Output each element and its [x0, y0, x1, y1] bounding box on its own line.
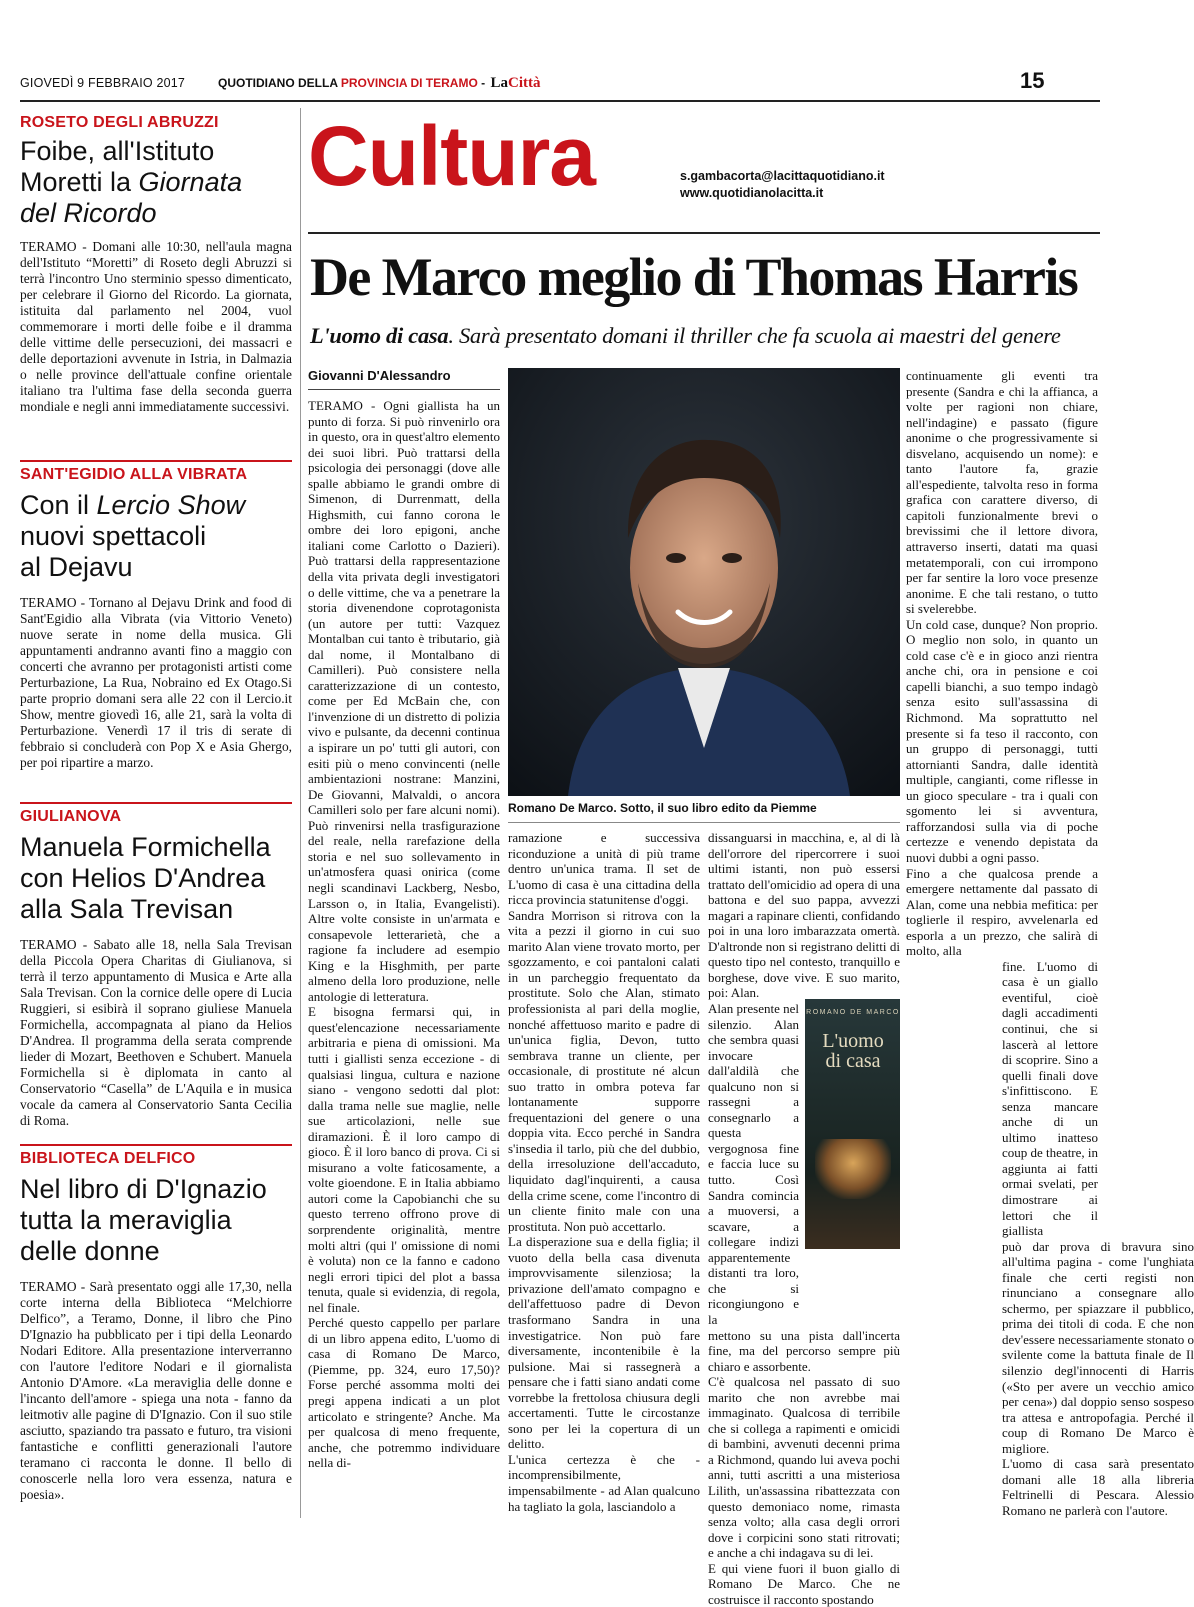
sidebar-column-rule	[300, 108, 301, 1518]
sidebar-headline: Manuela Formichella con Helios D'Andrea alla Sala Trevisan	[20, 832, 292, 925]
photo-caption: Romano De Marco. Sotto, il suo libro edito da Piemme	[508, 801, 900, 815]
article-column-1	[308, 368, 500, 1471]
sidebar-kicker: ROSETO DEGLI ABRUZZI	[20, 114, 292, 132]
sidebar-divider	[20, 802, 292, 804]
sidebar-kicker: BIBLIOTECA DELFICO	[20, 1150, 292, 1168]
section-contacts	[680, 168, 885, 202]
sidebar-text: TERAMO - Domani alle 10:30, nell'aula magna dell'Istituto “Moretti” di Roseto degli Abruzzi si terrà l'incontro Uno sterminio spesso dimenticato, per celebrare il Giorno del Ricordo. La giornata, istituita dal parlamento nel 2004, vuol commemorare i morti delle foibe e il dramma delle vittime delle persecuzioni, dei massacri e delle deportazioni avvenute in Istria, in Dalmazia o nelle province dell'attuale confine orientale italiano tra l'ultima fase della seconda guerra mondiale e negli anni immediatamente successivi.	[20, 239, 292, 415]
newspaper-province: PROVINCIA DI TERAMO	[341, 76, 478, 90]
sidebar-text: TERAMO - Sarà presentato oggi alle 17,30, nella corte interna della Biblioteca “Melchiorre Delfico”, a Teramo, Donne, il libro che Pino D'Ignazio ha pubblicato per i tipi della Leonardo Nodari Editore. Alla presentazione interverranno con l'autore l'editore Nodari e il giornalista Antonio D'Amore. «La meraviglia delle donne e l'incanto dell'amore - spiega una nota - fanno da leitmotiv alle pagine di D'Ignazio. Con il suo stile asciutto, spaziando tra passato e futuro, tra visioni fantastiche e conflitti generazionali l'autore teramano ci racconta le donne. Il bello di conoscerle nella loro vera essenza, natura e poesia».	[20, 1279, 292, 1503]
section-email[interactable]: s.gambacorta@lacittaquotidiano.it	[680, 168, 885, 185]
sidebar-article-1	[20, 108, 292, 415]
article-column-2: ramazione e successiva riconduzione a unità di più trame dentro un'unica trama. Il set de L'uomo di casa è una cittadina della ricca provincia statunitense d'oggi. Sandra Morrison si ritrova con la vita a pezzi il giorno in cui suo marito Alan viene trovato morto, per sgozzamento, e coi pantaloni calati in un parcheggio frequentato da prostitute. Solo che Alan, stimato professionista al pari della moglie, nonché affettuoso marito e padre di un'unica figlia, Devon, tutto sembrava tranne un cliente, per occasionale, di prostitute né alcun suo tratto in ombra poteva far lontanamente supporre frequentazioni del genere o una doppia vita. Ecco perché in Sandra s'insedia il tarlo, più che del dubbio, della irresoluzione dell'accaduto, liquidato dagl'inquirenti, a causa della crime scene, come l'incontro di un cliente finito male con una prostituta. Non può accettarlo. La disperazione sua e della figlia; il vuoto della bella casa divenuta improvvisamente silenziosa; la privazione dell'amato compagno e dell'affettuoso padre di Devon trasformano Sandra in una investigatrice. Non può fare diversamente, incontenibile è la pulsione. Mai si rassegnerà a pensare che i fatti siano andati come vorrebbe la frettolosa chiusura degli accertamenti. Tutte le circostanze sono per lei la copertura di un delitto. L'unica certezza è che - incomprensibilmente, impensabilmente - ad Alan qualcuno ha tagliato la gola, lasciandolo a	[508, 830, 700, 1514]
article-body-col3c: mettono su una pista dall'incerta fine, ma del percorso sempre più chiaro e assorbente. C'è qualcosa nel passato di suo marito che non avrebbe mai immaginato. Qualcosa di terribile che si collega a rapimenti e omicidi di bambini, avvenuti decenni prima a Richmond, quando lui aveva pochi anni, tutti ascritti a una misteriosa Lilith, un'assassina ribattezzata con questo demoniaco nome, rimasta senza volto; alla casa degli orrori dove i corpicini sono stati ritrovati; e anche a chi indagava su di lei. E qui viene fuori il buon giallo di Romano De Marco. Che ne costruisce il racconto spostando	[708, 1328, 900, 1607]
article-column-4	[906, 368, 1098, 1518]
author-photo	[508, 368, 900, 796]
author-portrait-image	[508, 368, 900, 796]
article-body-col3b: Alan presente nel silenzio. Alan che sembra quasi invocare dall'aldilà che qualcuno non si rassegni a consegnarlo a questa vergognosa fine e faccia luce su tutto. Così Sandra comincia a muoversi, a scavare, a collegare indizi apparentemente distanti tra loro, che si ricongiungono e la	[708, 1001, 799, 1327]
subhead-text: . Sarà presentato domani il thriller che fa scuola ai maestri del genere	[448, 323, 1060, 348]
caption-rule	[508, 822, 900, 823]
article-body-col3a: dissanguarsi in macchina, e, al di là dell'orrore del ripercorrere i suoi ultimi istanti, non può essersi trattato dell'omicidio ad opera di una battona e del suo pappa, avvezzi magari a rapinare clienti, confidando poi in una loro imbarazzata omertà. D'altronde non si registrano delitti di questo tipo nel contesto, tranquillo e borghese, dove vive. E suo marito, poi: Alan.	[708, 830, 900, 1001]
article-column-3	[708, 830, 900, 1607]
page-date: GIOVEDÌ 9 FEBBRAIO 2017	[20, 76, 185, 90]
sidebar-article-2	[20, 464, 292, 771]
sidebar-article-3	[20, 806, 292, 1129]
sidebar-kicker: SANT'EGIDIO ALLA VIBRATA	[20, 466, 292, 484]
sidebar-headline: Con il Lercio Show nuovi spettacoli al Dejavu	[20, 490, 292, 583]
article-headline: De Marco meglio di Thomas Harris	[310, 246, 1100, 308]
sidebar-text: TERAMO - Tornano al Dejavu Drink and food di Sant'Egidio alla Vibrata (via Vittorio Veneto) nuove serate in nome della musica. Gli appuntamenti andranno avanti fino a maggio con concerti che avranno per protagonisti artisti come Perturbazione, La Rua, Nobraino ed Ex Otago.Si parte proprio domani sera alle 22 con il Lercio.it Show, mentre giovedì 16, alle 21, sarà la volta di Perturbazione. Venerdì 17 il tris di serate di febbraio si concluderà con Pop X e Asia Ghergo, per poi ripartire a marzo.	[20, 595, 292, 771]
sidebar-kicker: GIULIANOVA	[20, 808, 292, 826]
newspaper-separator: -	[478, 76, 489, 90]
sidebar	[20, 108, 292, 1518]
sidebar-divider	[20, 1144, 292, 1146]
article-body-col1: TERAMO - Ogni giallista ha un punto di forza. Si può rinvenirlo ora in questo, ora in quest'altro elemento dei suoi libri. Può trattarsi della psicologia dei personaggi (dove alle spalle abbiamo le grandi ombre di Simenon, di Durrenmatt, della Highsmith, cui fanno corona le ombre dei loro epigoni, anche italiani come Carlotto o Dazieri). Può trattarsi della rappresentazione della vita privata degli investigatori o delle vittime, che va a penetrare la storia divenendone coprotagonista (un autore per tutti: Vazquez Montalban cui tanto è tributario, già dal nome, il Montalbano di Camilleri). Può consistere nella caratterizzazione di un contesto, come per Ed McBain che, con l'invenzione di un distretto di polizia vivo e pulsante, da decenni continua a ispirare un po' tutti gli autori, con esiti più o meno convincenti (nelle ambientazioni nostrane: Manzini, De Giovanni, Malvaldi, o ancora Camilleri solo per fare alcuni nomi). Può rinvenirsi nella trasfigurazione del reale, nella rarefazione della storia e nel suo sollevamento in un'atmosfera quasi onirica (come negli scandinavi Lackberg, Nesbo, Larsson o, in Italia, Evangelisti). Altre volte consiste in un'armata e consapevole letterarietà, che a ragione fa includere ad esempio King e la Hisghmith, per parte almeno della loro produzione, nelle antologie di letteratura. E bisogna fermarsi qui, in quest'elencazione necessariamente arbitraria e piena di omissioni. Ma tutti i giallisti senza eccezione - di qualsiasi lingua, cultura e nazione siano - vengono sedotti dal plot: dalla trama nelle sue maglie, nelle sue articolazioni, nelle sue diramazioni. È il loro campo di gioco. È il loro banco di prova. Ci si misurano a volte faticosamente, a volte gioendone. E in Italia abbiamo autori come la Capobianchi che su questo terreno offrono prove di sorprendente originalità, mentre molti altri (qui l' omissione di nomi è voluta) non ce la fanno e cadono negli errori tipici del plot a bassa tenuta, quale si evidenzia, di regola, nel finale. Perché questo cappello per parlare di un libro appena edito, L'uomo di casa di Romano De Marco, (Piemme, pp. 324, euro 17,50)? Forse perché assomma molti dei pregi appena indicati a un plot articolato e stringente? Anche. Ma per qualcosa di meno frequente, anche, che potremmo individuare nella di-	[308, 398, 500, 1471]
byline: Giovanni D'Alessandro	[308, 368, 500, 390]
subhead-book-title: L'uomo di casa	[310, 323, 448, 348]
sidebar-divider	[20, 460, 292, 462]
sidebar-text: TERAMO - Sabato alle 18, nella Sala Trevisan della Piccola Opera Charitas di Giulianova, si terrà il terzo appuntamento di Musica e Arte alla Sala Trevisan. Con la cornice delle opere di Lucia Ruggieri, si esibirà il soprano giuliese Manuela Formichella, accompagnata al piano da Helios D'Andrea. Il programma della serata comprende lieder di Mozart, Beethoven e Schubert. Manuela Formichella si è diplomata in canto al Conservatorio “Casella” de L'Aquila e in musica vocale da camera al Conservatorio Santa Cecilia di Roma.	[20, 937, 292, 1129]
newspaper-prefix: QUOTIDIANO DELLA	[218, 76, 341, 90]
newspaper-name	[218, 75, 540, 92]
masthead	[20, 68, 1100, 98]
article-body-col4b: fine. L'uomo di casa è un giallo eventiful, cioè dagli accadimenti continui, che si lascerà al lettore di scoprire. Sino a quelli finali dove s'infittiscono. E senza mancare anche di un ultimo inatteso coup de theatre, in aggiunta ai fatti ormai svelati, per dimostrare ai lettori che il giallista	[1002, 959, 1098, 1239]
section-title: Cultura	[308, 108, 595, 204]
section-header-rule	[308, 232, 1100, 234]
book-cover-author: ROMANO DE MARCO	[805, 1009, 901, 1016]
article-subheadline	[310, 322, 1100, 350]
article-body-col4a: continuamente gli eventi tra presente (Sandra e chi la affianca, a volte per ragioni non chiare, nell'indagine) e passato (figure anonime o che progressivamente si disvelano, acquisendo un nome): e tanto l'autore fa, grazie all'espediente, talvolta reso in forma grafica con carattere diverso, di capitoli funzionalmente brevi o brevissimi che il lettore divora, attraverso inserti, datati ma quasi metatemporali, con cui irrompono per far sentire la loro voce presenze anonime. E che tali restano, o tutto si svelerebbe. Un cold case, dunque? Non proprio. O meglio non solo, in quanto un cold case c'è e in gioco anzi rientra anche chi, ora in pensione e coi capelli bianchi, a suo tempo indagò senza esito sull'assassina di Richmond. Ma soprattutto nel presente si fa teso il racconto, con un gruppo di personaggi, tutti attornianti Sandra, dalle identità multiple, cangianti, come riflesse in un gioco speculare - tra i quali con sgomento lei si avventura, rafforzandosi sulla via di poche certezze e venendo depistata da nuovi dubbi a ogni passo. Fino a che qualcosa prende a emergere nettamente dal passato di Alan, come una nebbia mefitica: per toglierle il respiro, avvelenarla ed esporla a un prezzo, che salirà di molto, alla	[906, 368, 1098, 959]
article-body-col4c: può dar prova di bravura sino all'ultima pagina - come l'unghiata finale che certi registi non rinunciano a consegnare allo schermo, per spiazzare il pubblico, prima dei titoli di coda. E che non dev'essere necessariamente stonato o svilente come la battuta finale de Il silenzio degl'innocenti di Harris («Sto per avere un vecchio amico per cena») dal doppio senso sospeso tra attesa e antropofagia. Perché il coup di Romano De Marco è migliore. L'uomo di casa sarà presentato domani alle 18 alla libreria Feltrinelli di Pescara. Alessio Romano ne parlerà con l'autore.	[1002, 1239, 1194, 1519]
book-cover-title: L'uomo di casa	[805, 1031, 901, 1071]
sidebar-article-4	[20, 1148, 292, 1503]
section-website[interactable]: www.quotidianolacitta.it	[680, 185, 885, 202]
page-number: 15	[1020, 68, 1044, 94]
sidebar-headline: Nel libro di D'Ignazio tutta la meraviglia delle donne	[20, 1174, 292, 1267]
book-cover-house-icon	[815, 1139, 891, 1199]
logo-la: La	[490, 75, 508, 91]
book-cover	[805, 999, 900, 1249]
masthead-rule	[20, 100, 1100, 102]
sidebar-headline: Foibe, all'Istituto Moretti la Giornata del Ricordo	[20, 136, 292, 229]
newspaper-logo	[490, 75, 540, 91]
logo-citta: Città	[508, 75, 541, 91]
